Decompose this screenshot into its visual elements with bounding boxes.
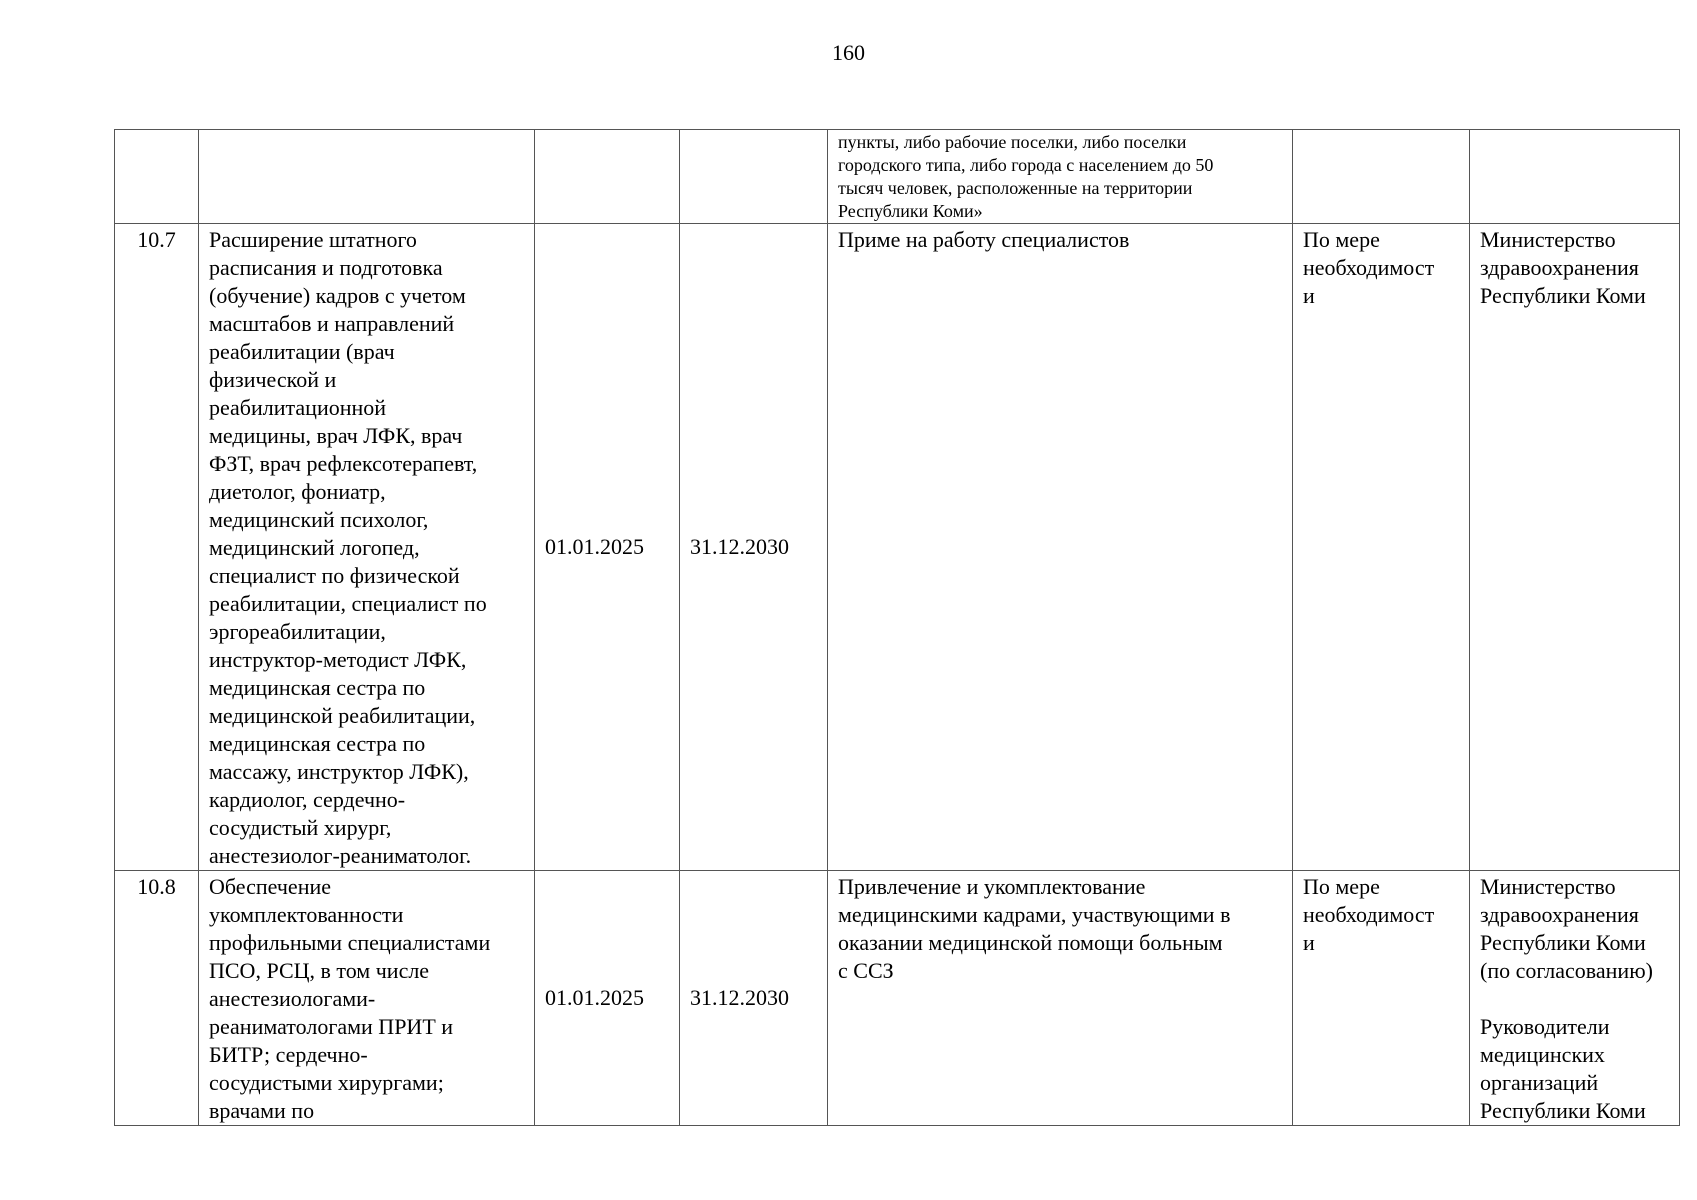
cell-frequency: По мере необходимост и: [1293, 871, 1470, 1126]
cell-start-date: 01.01.2025: [535, 871, 680, 1126]
cell-result-continued: пункты, либо рабочие поселки, либо поселки городского типа, либо города с населением до 50 тысяч человек, расположенные на территории Республики Коми»: [828, 130, 1293, 224]
cell-responsible: Министерство здравоохранения Республики Коми (по согласованию) Руководители медицинских организаций Республики Коми: [1470, 871, 1680, 1126]
cell-end-date: 31.12.2030: [680, 871, 828, 1126]
cell-start-date: 01.01.2025: [535, 224, 680, 871]
table-row: [115, 871, 1680, 1126]
cell-num: 10.8: [115, 871, 199, 1126]
cell-frequency-empty: [1293, 130, 1470, 224]
cell-responsible-empty: [1470, 130, 1680, 224]
page-number: 160: [832, 40, 865, 65]
cell-result: Приме на работу специалистов: [828, 224, 1293, 871]
cell-activity-empty: [199, 130, 535, 224]
cell-activity: Расширение штатного расписания и подготовка (обучение) кадров с учетом масштабов и направлений реабилитации (врач физической и реабилитационной медицины, врач ЛФК, врач ФЗТ, врач рефлексотерапевт, диетолог, фониатр, медицинский психолог, медицинский логопед, специалист по физической реабилитации, специалист по эргореабилитации, инструктор-методист ЛФК, медицинская сестра по медицинской реабилитации, медицинская сестра по массажу, инструктор ЛФК), кардиолог, сердечно- сосудистый хирург, анестезиолог-реаниматолог.: [199, 224, 535, 871]
cell-result: Привлечение и укомплектование медицинскими кадрами, участвующими в оказании медицинской помощи больным с ССЗ: [828, 871, 1293, 1126]
cell-activity: Обеспечение укомплектованности профильными специалистами ПСО, РСЦ, в том числе анестезиологами- реаниматологами ПРИТ и БИТР; сердечно- сосудистыми хирургами; врачами по: [199, 871, 535, 1126]
cell-end-date: 31.12.2030: [680, 224, 828, 871]
table-row: [115, 224, 1680, 871]
cell-num-empty: [115, 130, 199, 224]
cell-responsible: Министерство здравоохранения Республики Коми: [1470, 224, 1680, 871]
table-row-continuation: [115, 130, 1680, 224]
measures-table: [114, 129, 1680, 1126]
cell-num: 10.7: [115, 224, 199, 871]
cell-end-empty: [680, 130, 828, 224]
cell-frequency: По мере необходимост и: [1293, 224, 1470, 871]
cell-start-empty: [535, 130, 680, 224]
